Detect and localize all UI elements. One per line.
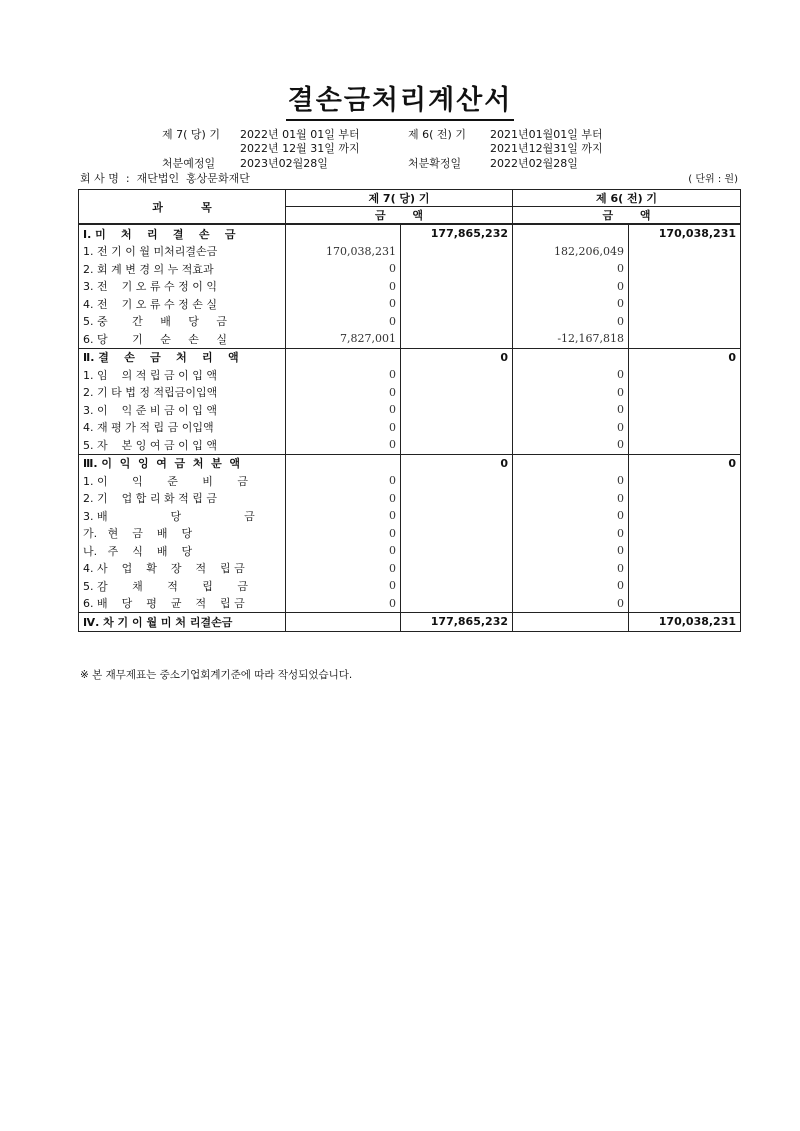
previous-total-amount bbox=[629, 401, 741, 419]
current-total-amount: 0 bbox=[401, 348, 513, 366]
current-detail-amount: 0 bbox=[286, 419, 401, 437]
row-label: 3. 전 기 오 류 수 정 이 익 bbox=[79, 278, 286, 296]
row-label: 1. 임 의 적 립 금 이 입 액 bbox=[79, 366, 286, 384]
previous-total-amount bbox=[629, 525, 741, 543]
row-label: 5. 자 본 잉 여 금 이 입 액 bbox=[79, 436, 286, 454]
current-detail-amount: 0 bbox=[286, 278, 401, 296]
section-row bbox=[79, 348, 741, 366]
table-row bbox=[79, 542, 741, 560]
current-detail-amount bbox=[286, 454, 401, 472]
previous-total-amount bbox=[629, 313, 741, 331]
previous-detail-amount bbox=[513, 224, 629, 243]
document-title: 결손금처리계산서 bbox=[0, 78, 800, 117]
previous-detail-amount: 0 bbox=[513, 260, 629, 278]
previous-detail-amount: 0 bbox=[513, 366, 629, 384]
row-label: 3. 배 당 금 bbox=[79, 507, 286, 525]
current-detail-amount: 0 bbox=[286, 401, 401, 419]
row-label: 4. 재 평 가 적 립 금 이입액 bbox=[79, 419, 286, 437]
current-detail-amount: 0 bbox=[286, 313, 401, 331]
previous-detail-amount: 0 bbox=[513, 507, 629, 525]
previous-detail-amount: 0 bbox=[513, 295, 629, 313]
current-detail-amount: 0 bbox=[286, 525, 401, 543]
row-label: Ⅳ. 차 기 이 월 미 처 리결손금 bbox=[79, 613, 286, 632]
planned-date-label: 처분예정일 bbox=[162, 157, 216, 170]
previous-detail-amount: 0 bbox=[513, 490, 629, 508]
current-total-amount bbox=[401, 542, 513, 560]
previous-period-to: 2021년12월31일 까지 bbox=[490, 142, 603, 155]
previous-detail-amount: 182,206,049 bbox=[513, 243, 629, 261]
table-row bbox=[79, 507, 741, 525]
current-total-amount bbox=[401, 490, 513, 508]
row-label: 4. 전 기 오 류 수 정 손 실 bbox=[79, 295, 286, 313]
previous-detail-amount: 0 bbox=[513, 436, 629, 454]
planned-date: 2023년02월28일 bbox=[240, 157, 328, 170]
current-total-amount bbox=[401, 595, 513, 613]
previous-total-amount: 0 bbox=[629, 348, 741, 366]
current-total-amount bbox=[401, 401, 513, 419]
row-label: 5. 감 채 적 립 금 bbox=[79, 577, 286, 595]
previous-total-amount bbox=[629, 542, 741, 560]
previous-total-amount bbox=[629, 295, 741, 313]
current-detail-amount: 7,827,001 bbox=[286, 330, 401, 348]
current-total-amount bbox=[401, 295, 513, 313]
previous-total-amount: 170,038,231 bbox=[629, 224, 741, 243]
company-name: 회 사 명 : 재단법인 홍상문화재단 bbox=[80, 172, 250, 185]
column-header-item: 과 목 bbox=[79, 190, 286, 225]
previous-total-amount bbox=[629, 260, 741, 278]
current-period-label: 제 7( 당) 기 bbox=[162, 128, 220, 141]
table-row bbox=[79, 243, 741, 261]
previous-total-amount bbox=[629, 278, 741, 296]
column-header-previous-amount: 금 액 bbox=[513, 207, 741, 225]
current-total-amount bbox=[401, 243, 513, 261]
current-total-amount bbox=[401, 419, 513, 437]
current-detail-amount: 0 bbox=[286, 507, 401, 525]
table-row bbox=[79, 525, 741, 543]
previous-detail-amount: 0 bbox=[513, 401, 629, 419]
current-total-amount: 0 bbox=[401, 454, 513, 472]
current-total-amount bbox=[401, 560, 513, 578]
row-label: 2. 기 업 합 리 화 적 립 금 bbox=[79, 490, 286, 508]
current-detail-amount: 0 bbox=[286, 472, 401, 490]
current-detail-amount: 0 bbox=[286, 366, 401, 384]
previous-detail-amount: 0 bbox=[513, 313, 629, 331]
row-label: 5. 중 간 배 당 금 bbox=[79, 313, 286, 331]
current-detail-amount: 170,038,231 bbox=[286, 243, 401, 261]
previous-total-amount bbox=[629, 366, 741, 384]
previous-detail-amount: 0 bbox=[513, 560, 629, 578]
current-total-amount bbox=[401, 525, 513, 543]
previous-total-amount bbox=[629, 560, 741, 578]
previous-detail-amount: 0 bbox=[513, 577, 629, 595]
row-label: 나. 주 식 배 당 bbox=[79, 542, 286, 560]
previous-total-amount bbox=[629, 507, 741, 525]
current-detail-amount: 0 bbox=[286, 542, 401, 560]
current-total-amount bbox=[401, 313, 513, 331]
table-row bbox=[79, 472, 741, 490]
previous-total-amount bbox=[629, 419, 741, 437]
current-total-amount bbox=[401, 366, 513, 384]
row-label: 1. 이 익 준 비 금 bbox=[79, 472, 286, 490]
current-total-amount bbox=[401, 472, 513, 490]
previous-detail-amount bbox=[513, 613, 629, 632]
footnote: ※ 본 재무제표는 중소기업회계기준에 따라 작성되었습니다. bbox=[80, 669, 353, 681]
current-total-amount: 177,865,232 bbox=[401, 224, 513, 243]
row-label: 6. 배 당 평 균 적 립 금 bbox=[79, 595, 286, 613]
table-row bbox=[79, 330, 741, 348]
current-detail-amount bbox=[286, 224, 401, 243]
row-label: Ⅰ. 미 처 리 결 손 금 bbox=[79, 224, 286, 243]
current-total-amount bbox=[401, 330, 513, 348]
current-detail-amount: 0 bbox=[286, 260, 401, 278]
table-row bbox=[79, 560, 741, 578]
current-period-to: 2022년 12월 31일 까지 bbox=[240, 142, 360, 155]
previous-detail-amount: 0 bbox=[513, 278, 629, 296]
row-label: 6. 당 기 순 손 실 bbox=[79, 330, 286, 348]
statement-rows bbox=[79, 224, 741, 631]
row-label: 2. 기 타 법 정 적립금이입액 bbox=[79, 384, 286, 402]
table-row bbox=[79, 366, 741, 384]
row-label: Ⅱ. 결 손 금 처 리 액 bbox=[79, 348, 286, 366]
previous-total-amount bbox=[629, 330, 741, 348]
unit-label: ( 단위 : 원) bbox=[688, 174, 738, 185]
current-detail-amount: 0 bbox=[286, 384, 401, 402]
previous-total-amount bbox=[629, 436, 741, 454]
row-label: 1. 전 기 이 월 미처리결손금 bbox=[79, 243, 286, 261]
table-row bbox=[79, 577, 741, 595]
section-row bbox=[79, 454, 741, 472]
table-row bbox=[79, 401, 741, 419]
previous-detail-amount: 0 bbox=[513, 525, 629, 543]
previous-total-amount bbox=[629, 472, 741, 490]
current-detail-amount: 0 bbox=[286, 490, 401, 508]
row-label: 가. 현 금 배 당 bbox=[79, 525, 286, 543]
table-row bbox=[79, 278, 741, 296]
row-label: 2. 회 계 변 경 의 누 적효과 bbox=[79, 260, 286, 278]
section-row bbox=[79, 224, 741, 243]
previous-total-amount bbox=[629, 490, 741, 508]
column-header-current: 제 7( 당) 기 bbox=[286, 190, 513, 207]
confirmed-date-label: 처분확정일 bbox=[408, 157, 462, 170]
row-label: 4. 사 업 확 장 적 립 금 bbox=[79, 560, 286, 578]
previous-detail-amount: 0 bbox=[513, 595, 629, 613]
previous-detail-amount bbox=[513, 454, 629, 472]
previous-total-amount bbox=[629, 243, 741, 261]
previous-total-amount bbox=[629, 384, 741, 402]
table-row bbox=[79, 490, 741, 508]
current-total-amount bbox=[401, 278, 513, 296]
previous-detail-amount: 0 bbox=[513, 419, 629, 437]
table-row bbox=[79, 313, 741, 331]
current-total-amount bbox=[401, 577, 513, 595]
table-row bbox=[79, 595, 741, 613]
current-detail-amount bbox=[286, 348, 401, 366]
previous-detail-amount: -12,167,818 bbox=[513, 330, 629, 348]
previous-detail-amount: 0 bbox=[513, 472, 629, 490]
current-total-amount bbox=[401, 384, 513, 402]
row-label: 3. 이 익 준 비 금 이 입 액 bbox=[79, 401, 286, 419]
table-row bbox=[79, 419, 741, 437]
table-row bbox=[79, 436, 741, 454]
previous-total-amount bbox=[629, 577, 741, 595]
previous-total-amount bbox=[629, 595, 741, 613]
current-detail-amount: 0 bbox=[286, 595, 401, 613]
current-total-amount bbox=[401, 260, 513, 278]
table-row bbox=[79, 295, 741, 313]
table-row bbox=[79, 384, 741, 402]
current-detail-amount: 0 bbox=[286, 295, 401, 313]
section-row bbox=[79, 613, 741, 632]
previous-detail-amount: 0 bbox=[513, 384, 629, 402]
current-total-amount bbox=[401, 507, 513, 525]
confirmed-date: 2022년02월28일 bbox=[490, 157, 578, 170]
previous-detail-amount: 0 bbox=[513, 542, 629, 560]
current-detail-amount: 0 bbox=[286, 436, 401, 454]
current-detail-amount: 0 bbox=[286, 560, 401, 578]
current-detail-amount: 0 bbox=[286, 577, 401, 595]
current-detail-amount bbox=[286, 613, 401, 632]
column-header-previous: 제 6( 전) 기 bbox=[513, 190, 741, 207]
previous-period-label: 제 6( 전) 기 bbox=[408, 128, 466, 141]
previous-total-amount: 170,038,231 bbox=[629, 613, 741, 632]
previous-detail-amount bbox=[513, 348, 629, 366]
current-total-amount bbox=[401, 436, 513, 454]
current-total-amount: 177,865,232 bbox=[401, 613, 513, 632]
statement-table bbox=[78, 189, 741, 632]
column-header-current-amount: 금 액 bbox=[286, 207, 513, 225]
row-label: Ⅲ. 이 익 잉 여 금 처 분 액 bbox=[79, 454, 286, 472]
previous-total-amount: 0 bbox=[629, 454, 741, 472]
previous-period-from: 2021년01월01일 부터 bbox=[490, 128, 603, 141]
current-period-from: 2022년 01월 01일 부터 bbox=[240, 128, 360, 141]
table-row bbox=[79, 260, 741, 278]
